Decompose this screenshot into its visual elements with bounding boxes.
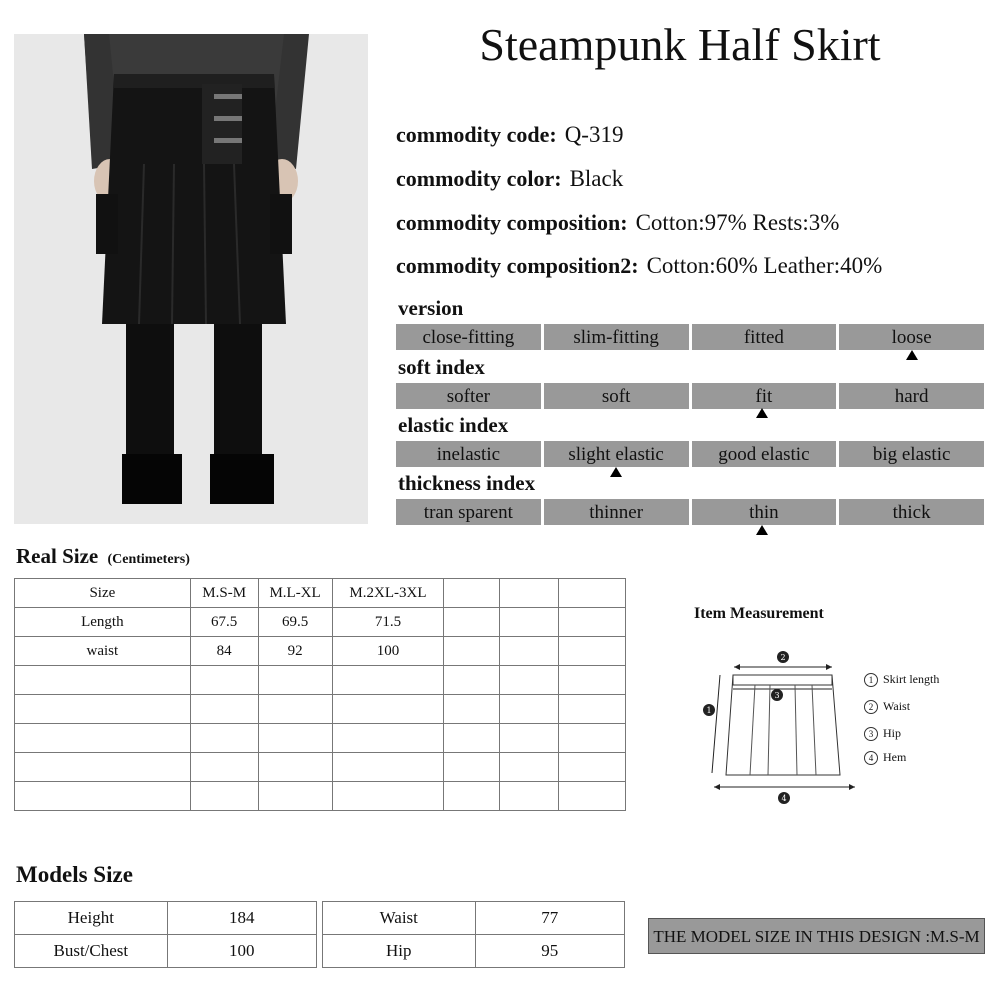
table-cell	[500, 637, 559, 666]
table-cell: Waist	[323, 902, 476, 935]
table-cell: 67.5	[190, 608, 258, 637]
legend-label: Skirt length	[883, 672, 940, 686]
table-row	[15, 695, 626, 724]
thickness-index-option: thin	[692, 499, 837, 525]
table-cell: Length	[15, 608, 191, 637]
table-row	[323, 902, 625, 935]
elastic-index-selected-marker	[610, 467, 622, 477]
thickness-index-option: thinner	[544, 499, 689, 525]
version-title: version	[398, 296, 464, 320]
table-cell: 77	[475, 902, 624, 935]
legend-label: Hem	[883, 750, 907, 764]
version-option: fitted	[692, 324, 837, 350]
version-option: close-fitting	[396, 324, 541, 350]
table-cell: M.2XL-3XL	[332, 579, 444, 608]
commodity-composition-line	[396, 210, 839, 236]
commodity-code-value: Q-319	[564, 122, 624, 147]
real-size-heading	[16, 544, 190, 569]
version-selected-marker	[906, 350, 918, 360]
model-size-note: THE MODEL SIZE IN THIS DESIGN :M.S-M	[648, 918, 985, 954]
table-cell	[559, 637, 626, 666]
thickness-index-selected-marker	[756, 525, 768, 535]
table-cell: 100	[332, 637, 444, 666]
table-cell	[559, 608, 626, 637]
thickness-index-option: thick	[839, 499, 984, 525]
table-cell	[559, 579, 626, 608]
table-cell	[258, 695, 332, 724]
legend-number: 4	[864, 751, 878, 765]
elastic-index-option: inelastic	[396, 441, 541, 467]
commodity-code-label: commodity code:	[396, 122, 557, 147]
legend-item-hip	[864, 726, 901, 741]
svg-text:3: 3	[774, 691, 780, 700]
soft-index-option: fit	[692, 383, 837, 409]
table-cell	[332, 666, 444, 695]
elastic-index-scale	[396, 441, 984, 467]
table-cell	[258, 753, 332, 782]
table-cell	[500, 753, 559, 782]
commodity-color-value: Black	[569, 166, 624, 191]
table-cell	[559, 695, 626, 724]
table-cell	[15, 695, 191, 724]
table-cell	[258, 666, 332, 695]
commodity-composition2-label: commodity composition2:	[396, 253, 639, 278]
table-row	[15, 579, 626, 608]
table-cell: Size	[15, 579, 191, 608]
table-row	[15, 753, 626, 782]
table-cell	[444, 753, 500, 782]
table-cell	[559, 666, 626, 695]
svg-text:2: 2	[780, 653, 786, 662]
table-cell	[258, 724, 332, 753]
table-cell: 95	[475, 935, 624, 968]
table-cell	[559, 724, 626, 753]
real-size-title: Real Size	[16, 544, 99, 568]
legend-label: Hip	[883, 726, 901, 740]
soft-index-option: hard	[839, 383, 984, 409]
soft-index-option: soft	[544, 383, 689, 409]
table-row	[15, 666, 626, 695]
table-cell: waist	[15, 637, 191, 666]
elastic-index-option: big elastic	[839, 441, 984, 467]
models-size-title: Models Size	[16, 862, 133, 887]
table-cell	[190, 695, 258, 724]
table-cell	[190, 666, 258, 695]
table-row	[15, 608, 626, 637]
table-cell	[444, 608, 500, 637]
table-cell	[500, 608, 559, 637]
table-cell	[444, 579, 500, 608]
table-cell	[444, 666, 500, 695]
table-cell	[500, 666, 559, 695]
table-cell	[444, 637, 500, 666]
real-size-unit: (Centimeters)	[107, 552, 190, 567]
table-cell: Bust/Chest	[15, 935, 168, 968]
version-scale	[396, 324, 984, 350]
commodity-composition-label: commodity composition:	[396, 210, 628, 235]
table-cell	[444, 782, 500, 811]
table-cell	[258, 782, 332, 811]
table-cell	[332, 724, 444, 753]
thickness-index-scale	[396, 499, 984, 525]
elastic-index-option: good elastic	[692, 441, 837, 467]
table-cell	[444, 695, 500, 724]
table-cell: Height	[15, 902, 168, 935]
table-cell	[444, 724, 500, 753]
svg-text:4: 4	[781, 794, 787, 803]
table-cell	[190, 782, 258, 811]
table-cell: 71.5	[332, 608, 444, 637]
table-cell: 184	[167, 902, 316, 935]
legend-number: 3	[864, 727, 878, 741]
table-cell: 84	[190, 637, 258, 666]
table-cell	[190, 753, 258, 782]
commodity-composition2-line	[396, 253, 882, 279]
table-cell	[332, 753, 444, 782]
page-title: Steampunk Half Skirt	[479, 19, 881, 70]
legend-item-waist	[864, 699, 910, 714]
table-cell	[15, 666, 191, 695]
table-cell	[15, 753, 191, 782]
commodity-color-line	[396, 166, 623, 192]
thickness-index-option: tran sparent	[396, 499, 541, 525]
table-cell: 100	[167, 935, 316, 968]
soft-index-title: soft index	[398, 355, 485, 379]
commodity-composition-value: Cotton:97% Rests:3%	[635, 210, 840, 235]
models-size-table-left	[14, 901, 317, 968]
table-cell	[500, 782, 559, 811]
soft-index-option: softer	[396, 383, 541, 409]
table-cell	[500, 579, 559, 608]
table-cell: M.L-XL	[258, 579, 332, 608]
svg-text:1: 1	[706, 706, 712, 715]
soft-index-scale	[396, 383, 984, 409]
legend-number: 1	[864, 673, 878, 687]
table-cell	[559, 753, 626, 782]
skirt-measurement-diagram	[700, 645, 870, 810]
table-cell	[500, 724, 559, 753]
models-size-table-right	[322, 901, 625, 968]
table-row	[15, 782, 626, 811]
table-cell: 69.5	[258, 608, 332, 637]
table-row	[15, 637, 626, 666]
legend-item-hem	[864, 750, 906, 765]
table-cell	[500, 695, 559, 724]
table-cell	[15, 724, 191, 753]
commodity-color-label: commodity color:	[396, 166, 562, 191]
elastic-index-title: elastic index	[398, 413, 509, 437]
real-size-table	[14, 578, 626, 811]
soft-index-selected-marker	[756, 408, 768, 418]
table-cell	[15, 782, 191, 811]
thickness-index-title: thickness index	[398, 471, 536, 495]
legend-number: 2	[864, 700, 878, 714]
legend-item-length	[864, 672, 939, 687]
table-cell	[332, 782, 444, 811]
legend-label: Waist	[883, 699, 911, 713]
measurement-title: Item Measurement	[694, 605, 824, 622]
product-photo	[14, 34, 368, 524]
version-option: loose	[839, 324, 984, 350]
table-cell: Hip	[323, 935, 476, 968]
table-cell	[559, 782, 626, 811]
elastic-index-option: slight elastic	[544, 441, 689, 467]
table-cell	[190, 724, 258, 753]
table-cell	[332, 695, 444, 724]
table-row	[323, 935, 625, 968]
table-cell: M.S-M	[190, 579, 258, 608]
table-row	[15, 902, 317, 935]
table-row	[15, 724, 626, 753]
table-cell: 92	[258, 637, 332, 666]
table-row	[15, 935, 317, 968]
commodity-code-line	[396, 122, 623, 148]
version-option: slim-fitting	[544, 324, 689, 350]
commodity-composition2-value: Cotton:60% Leather:40%	[646, 253, 883, 278]
